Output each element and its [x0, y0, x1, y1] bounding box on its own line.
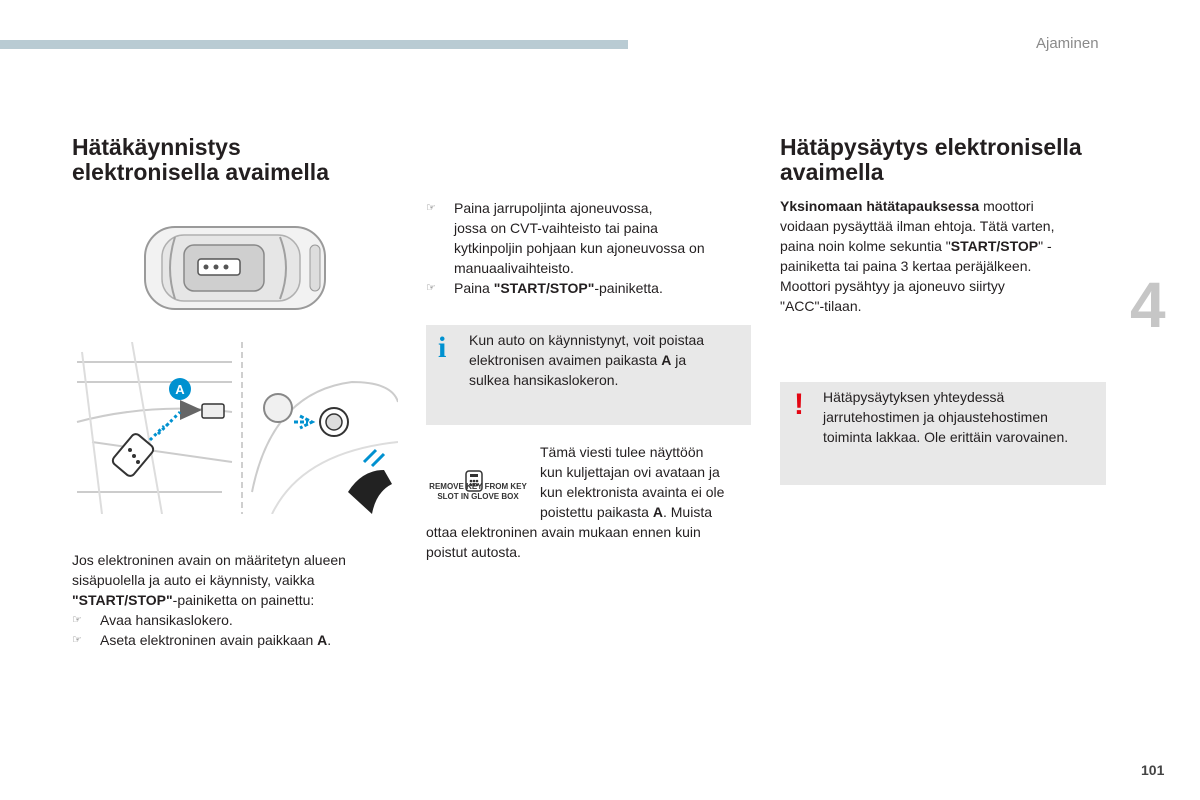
info-box: i Kun auto on käynnistynyt, voit poistaa elektronisen avaimen paikasta A ja sulkea hansikaslokeron. — [426, 325, 751, 425]
bullet-open-glovebox: ☞ Avaa hansikaslokero. — [72, 612, 233, 628]
emergency-start-heading: Hätäkäynnistys elektronisella avaimella — [72, 134, 329, 185]
pointer-icon: ☞ — [426, 202, 436, 214]
bullet-press-pedal: ☞ Paina jarrupoljinta ajoneuvossa, jossa on CVT-vaihteisto tai paina kytkinpoljin pohjaan kun ajoneuvossa on manuaalivaihteisto. — [426, 200, 705, 276]
emergency-stop-text: Yksinomaan hätätapauksessa moottori voidaan pysäyttää ilman ehtoja. Tätä varten, paina noin kolme sekuntia "START/STOP" - painiketta tai paina 3 kertaa peräjälkeen. Moottori pysähtyy ja ajoneuvo siirtyy "ACC"-tilaan. — [780, 198, 1055, 314]
emergency-stop-heading: Hätäpysäytys elektronisella avaimella — [780, 134, 1082, 185]
display-message: REMOVE KEY FROM KEY SLOT IN GLOVE BOX — [429, 482, 527, 501]
pointer-icon: ☞ — [426, 282, 436, 294]
pointer-icon: ☞ — [72, 634, 82, 646]
bullet-insert-key: ☞ Aseta elektroninen avain paikkaan A. — [72, 632, 332, 648]
message-explanation-cont: ottaa elektroninen avain mukaan ennen kuin poistut autosta. — [426, 524, 701, 560]
figure-label-a: A — [175, 382, 185, 397]
glovebox-key-slot-illustration — [72, 342, 398, 514]
header-accent-bar — [0, 40, 628, 49]
warning-icon: ! — [794, 388, 804, 421]
middle-steps — [426, 198, 751, 298]
page-number: 101 — [1141, 762, 1165, 778]
pointer-icon: ☞ — [72, 614, 82, 626]
intro-line-3: "START/STOP"-painiketta on painettu: — [72, 592, 315, 608]
car-top-view-illustration — [140, 215, 330, 320]
chapter-number: 4 — [1130, 269, 1166, 341]
intro-line-1: Jos elektroninen avain on määritetyn alueen — [72, 552, 346, 568]
left-body-text — [72, 550, 402, 650]
intro-line-2: sisäpuolella ja auto ei käynnisty, vaikka — [72, 572, 315, 588]
message-explanation: Tämä viesti tulee näyttöön kun kuljettajan ovi avataan ja kun elektronista avainta ei ole poistettu paikasta A. Muista — [540, 444, 725, 520]
bullet-press-start-stop: ☞ Paina "START/STOP"-painiketta. — [426, 280, 663, 296]
section-title: Ajaminen — [1036, 35, 1099, 52]
info-icon: i — [438, 331, 447, 364]
warning-box: ! Hätäpysäytyksen yhteydessä jarrutehostimen ja ohjaustehostimen toiminta lakkaa. Ole erittäin varovainen. — [780, 382, 1106, 485]
